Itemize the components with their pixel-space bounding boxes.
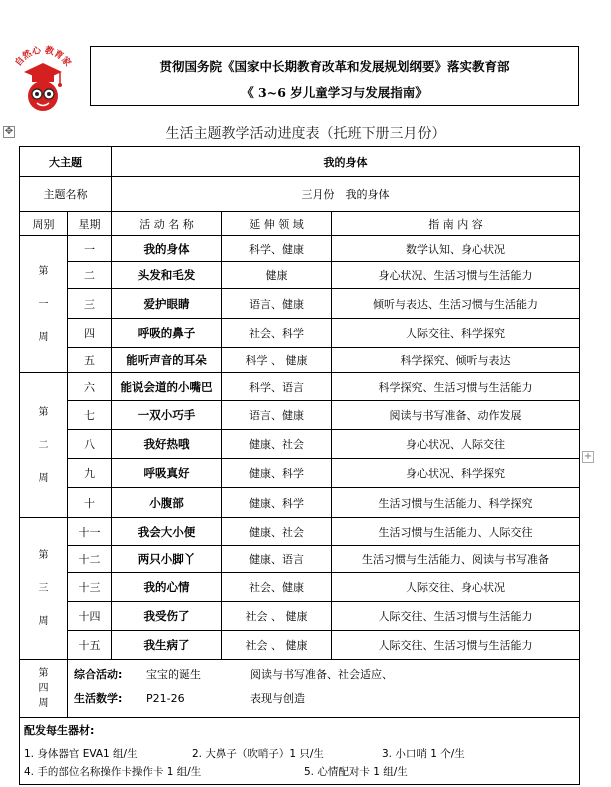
week4-row	[20, 660, 580, 718]
table-row	[20, 602, 580, 631]
comprehensive-label: 综合活动:	[74, 668, 123, 681]
guide-cell: 生活习惯与生活能力、阅读与书写准备	[332, 546, 580, 573]
day-cell: 二	[68, 262, 112, 289]
guide-cell: 身心状况、人际交往	[332, 430, 580, 459]
day-cell: 五	[68, 348, 112, 373]
table-row	[20, 289, 580, 319]
add-row-icon[interactable]: +	[583, 451, 593, 462]
comprehensive-value: 宝宝的诞生	[146, 668, 201, 681]
table-move-handle-icon[interactable]: ✥	[4, 126, 14, 137]
day-cell: 十一	[68, 518, 112, 546]
domain-cell: 语言、健康	[222, 289, 332, 319]
materials-row	[20, 718, 580, 785]
table-row	[20, 488, 580, 518]
activity-name: 能说会道的小嘴巴	[112, 373, 222, 401]
comprehensive-guide: 阅读与书写准备、社会适应、	[250, 668, 393, 681]
guide-cell: 身心状况、生活习惯与生活能力	[332, 262, 580, 289]
week4-activities	[68, 660, 580, 718]
week-label: 第 一 周	[20, 236, 68, 373]
guide-cell: 生活习惯与生活能力、人际交往	[332, 518, 580, 546]
materials-title: 配发每生器材:	[24, 724, 95, 737]
material-item: 5. 心情配对卡 1 组/生	[304, 765, 408, 778]
domain-cell: 健康、社会	[222, 430, 332, 459]
header-domain: 延 伸 领 域	[222, 212, 332, 236]
guide-cell: 人际交往、生活习惯与生活能力	[332, 631, 580, 660]
guide-cell: 人际交往、生活习惯与生活能力	[332, 602, 580, 631]
table-row	[20, 631, 580, 660]
table-row	[20, 236, 580, 262]
header-line-2: 《 3~6 岁儿童学习与发展指南》	[241, 85, 428, 100]
day-cell: 十四	[68, 602, 112, 631]
domain-cell: 社会、健康	[222, 573, 332, 602]
table-row	[20, 262, 580, 289]
week-label: 第 四 周	[20, 660, 68, 718]
domain-cell: 健康、科学	[222, 459, 332, 488]
week-label: 第 三 周	[20, 518, 68, 660]
domain-cell: 科学 、 健康	[222, 348, 332, 373]
math-value: P21-26	[146, 691, 185, 705]
header-week: 周别	[20, 212, 68, 236]
activity-name: 一双小巧手	[112, 401, 222, 430]
page-title: 生活主题教学活动进度表（托班下册三月份）	[165, 126, 446, 142]
domain-cell: 健康、社会	[222, 518, 332, 546]
guide-cell: 科学探究、倾听与表达	[332, 348, 580, 373]
guide-cell: 生活习惯与生活能力、科学探究	[332, 488, 580, 518]
material-item: 1. 身体器官 EVA1 组/生	[24, 747, 138, 760]
activity-name: 我生病了	[112, 631, 222, 660]
material-item: 2. 大鼻子（吹哨子）1 只/生	[192, 747, 324, 760]
domain-cell: 健康、语言	[222, 546, 332, 573]
activity-name: 小腹部	[112, 488, 222, 518]
week-label: 第 二 周	[20, 373, 68, 518]
guide-cell: 阅读与书写准备、动作发展	[332, 401, 580, 430]
activity-name: 爱护眼睛	[112, 289, 222, 319]
day-cell: 三	[68, 289, 112, 319]
activity-name: 我受伤了	[112, 602, 222, 631]
domain-cell: 科学、健康	[222, 236, 332, 262]
table-row	[20, 430, 580, 459]
day-cell: 六	[68, 373, 112, 401]
column-header-row	[20, 212, 580, 236]
logo	[8, 44, 78, 118]
table-row	[20, 373, 580, 401]
activity-name: 我的身体	[112, 236, 222, 262]
domain-cell: 健康	[222, 262, 332, 289]
table-row	[20, 518, 580, 546]
activity-name: 我好热哦	[112, 430, 222, 459]
guide-cell: 人际交往、身心状况	[332, 573, 580, 602]
material-item: 3. 小口哨 1 个/生	[382, 747, 465, 760]
domain-cell: 社会 、 健康	[222, 602, 332, 631]
guide-cell: 倾听与表达、生活习惯与生活能力	[332, 289, 580, 319]
header-line-1: 贯彻国务院《国家中长期教育改革和发展规划纲要》落实教育部	[159, 59, 510, 74]
domain-cell: 社会 、 健康	[222, 631, 332, 660]
guide-cell: 人际交往、科学探究	[332, 319, 580, 348]
activity-name: 两只小脚丫	[112, 546, 222, 573]
day-cell: 四	[68, 319, 112, 348]
day-cell: 十五	[68, 631, 112, 660]
activity-name: 呼吸真好	[112, 459, 222, 488]
main-theme-label: 大主题	[20, 147, 112, 177]
activity-name: 头发和毛发	[112, 262, 222, 289]
day-cell: 九	[68, 459, 112, 488]
theme-name-label: 主题名称	[20, 177, 112, 212]
table-row	[20, 348, 580, 373]
domain-cell: 健康、科学	[222, 488, 332, 518]
day-cell: 十	[68, 488, 112, 518]
header-day: 星期	[68, 212, 112, 236]
material-item: 4. 手的部位名称操作卡操作卡 1 组/生	[24, 765, 202, 778]
theme-name-value: 三月份 我的身体	[112, 177, 580, 212]
day-cell: 七	[68, 401, 112, 430]
guide-cell: 数学认知、身心状况	[332, 236, 580, 262]
activity-name: 我会大小便	[112, 518, 222, 546]
header-activity: 活 动 名 称	[112, 212, 222, 236]
activity-name: 能听声音的耳朵	[112, 348, 222, 373]
day-cell: 十二	[68, 546, 112, 573]
day-cell: 一	[68, 236, 112, 262]
math-label: 生活数学:	[74, 692, 123, 705]
domain-cell: 语言、健康	[222, 401, 332, 430]
document-header	[90, 46, 579, 106]
guide-cell: 身心状况、科学探究	[332, 459, 580, 488]
table-row	[20, 573, 580, 602]
table-row	[20, 401, 580, 430]
materials-cell	[20, 718, 580, 785]
math-guide: 表现与创造	[250, 692, 305, 705]
day-cell: 十三	[68, 573, 112, 602]
table-row	[20, 459, 580, 488]
table-row	[20, 319, 580, 348]
domain-cell: 社会、科学	[222, 319, 332, 348]
day-cell: 八	[68, 430, 112, 459]
activity-name: 我的心情	[112, 573, 222, 602]
table-row	[20, 546, 580, 573]
activity-name: 呼吸的鼻子	[112, 319, 222, 348]
svg-text:自然心 教育家: 自然心 教育家	[13, 45, 73, 69]
domain-cell: 科学、语言	[222, 373, 332, 401]
guide-cell: 科学探究、生活习惯与生活能力	[332, 373, 580, 401]
schedule-table	[19, 146, 580, 785]
main-theme-value: 我的身体	[112, 147, 580, 177]
header-guide: 指 南 内 容	[332, 212, 580, 236]
